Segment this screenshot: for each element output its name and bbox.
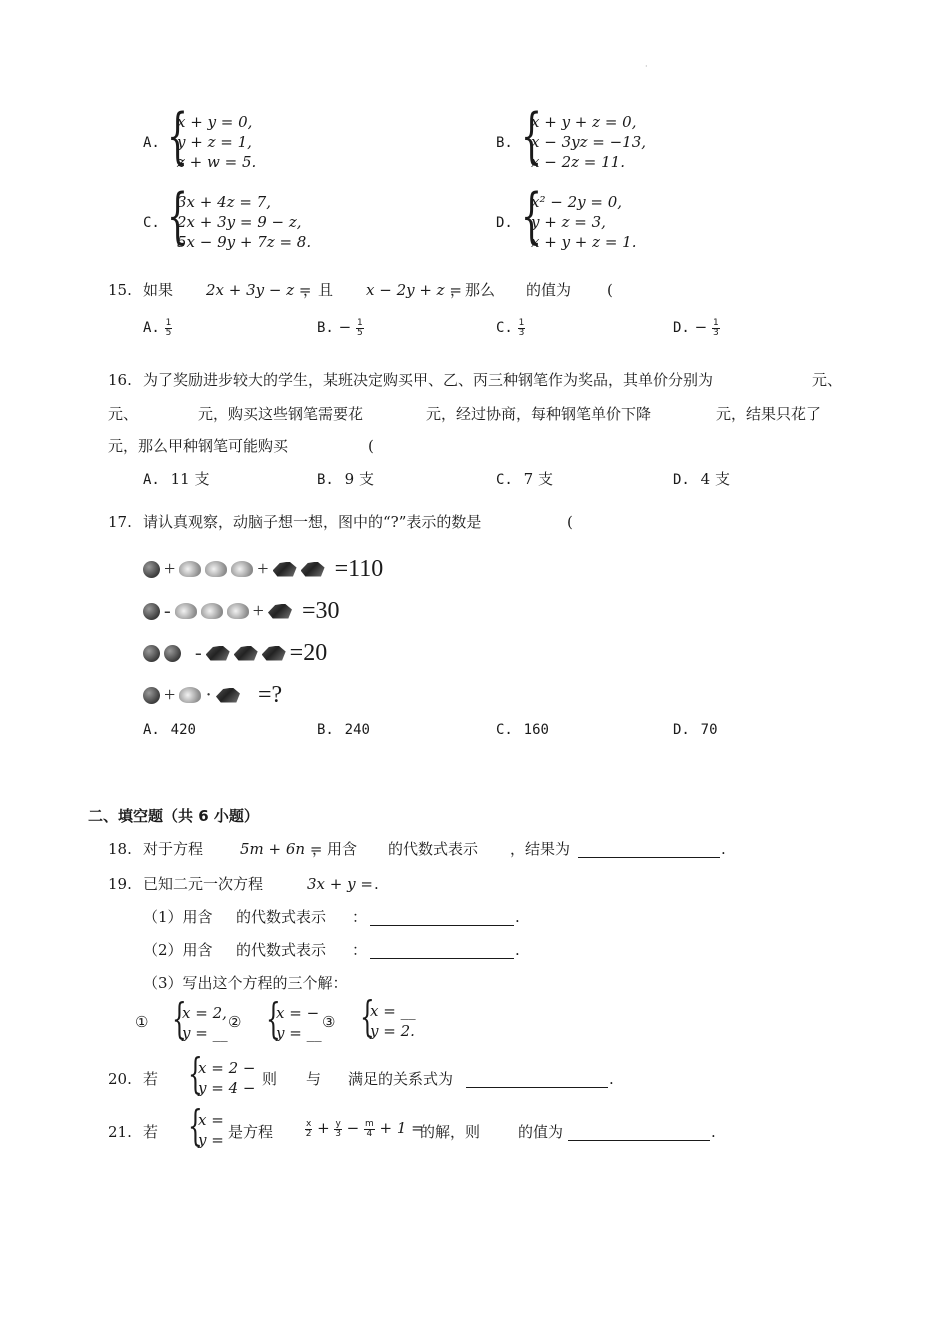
q15-option-b[interactable] [317,318,364,338]
q17-option-c-text: 160 [523,722,549,738]
q19-circle-1: ① [135,1013,149,1031]
q18-text-4: ，结果为 [510,840,571,858]
left-brace-icon: { [188,1049,203,1098]
q20-end: . [609,1070,614,1088]
q19-circle-2: ② [228,1013,242,1031]
q21-end: . [711,1123,716,1141]
q15-number: 15. [108,281,132,299]
q14-b-row-1: x + y + z = 0, [531,113,637,131]
q19-part-2-blank[interactable] [370,943,514,959]
q14-d-row-3: x + y + z = 1. [531,233,637,251]
puzzle-operator: + [257,557,269,580]
q15-option-b-sign: − [338,318,352,336]
puzzle-operator: + [164,557,176,580]
ball-icon [143,603,160,620]
left-brace-icon: { [360,992,375,1041]
ball-icon [143,687,160,704]
ball-icon [143,645,160,662]
q14-option-a-label: A. [143,135,160,151]
cloud-icon [205,561,227,577]
q20-number: 20. [108,1070,132,1088]
puzzle-operator: - [164,599,171,622]
q14-a-row-2: y + z = 1, [177,133,252,151]
q15-math-2: x − 2y + z = [366,281,462,299]
q14-b-row-2: x − 3yz = −13, [531,133,647,151]
q15-text-3: ，那么 [450,281,496,299]
puzzle-row-4 [143,680,282,710]
q17-number: 17. [108,513,132,531]
q15-option-c[interactable] [496,318,525,338]
puzzle-operator: · [205,683,212,706]
header-mark: · [645,62,648,71]
q14-d-row-1: x² − 2y = 0, [531,193,623,211]
q14-option-d-label: D. [496,215,513,231]
cloud-icon [201,603,223,619]
q18-answer-blank[interactable] [578,842,720,858]
q20-answer-blank[interactable] [466,1072,608,1088]
puzzle-operator: + [252,599,264,622]
q21-fraction-2: $\frac{y}{3}$ [335,1118,341,1139]
q17-option-b[interactable]: B. 240 [317,722,370,738]
q17-option-c[interactable]: C. 160 [496,722,549,738]
q16-line-1b: 元、 [812,371,843,389]
q17-option-a-text: 420 [170,722,196,738]
q21-text-4: 的值为 [518,1123,564,1141]
q20-text-3: 与 [306,1070,322,1088]
left-brace-icon: { [172,994,187,1043]
q18-text-3: 的代数式表示 [388,840,479,858]
q19-solution-1-row-2: y = __ [182,1024,228,1042]
ball-icon [164,645,181,662]
q15-paren: ( [607,281,613,299]
q17-text: 请认真观察，动脑子想一想，图中的“?”表示的数是 [143,513,482,531]
q16-option-c-text: 7 支 [523,470,553,488]
cloud-icon [227,603,249,619]
q19-part-3: （3）写出这个方程的三个解： [143,974,348,992]
fish-icon [262,646,286,661]
q17-option-d-text: 70 [700,722,718,738]
q19-part-2-end: . [515,941,520,959]
q20-text-2: 则 [262,1070,278,1088]
fish-icon [301,562,325,577]
q17-option-d[interactable]: D. 70 [673,722,718,738]
q19-part-2-b: 的代数式表示 [236,941,327,959]
q20-row-1: x = 2 − [198,1059,256,1077]
q15-option-a-label: A. [143,320,160,336]
fish-icon [273,562,297,577]
q15-option-c-fraction: $\frac{1}{3}$ [518,317,525,338]
q15-option-d-label: D. [673,320,690,336]
q19-part-1-b: 的代数式表示 [236,908,327,926]
q15-text-2: ，且 [303,281,334,299]
q20-text-1: 若 [143,1070,159,1088]
puzzle-result: =? [257,681,283,708]
q15-option-a-fraction: $\frac{1}{5}$ [165,317,172,338]
puzzle-row-1 [143,554,383,584]
ball-icon [143,561,160,578]
left-brace-icon: { [521,101,543,171]
q18-number: 18. [108,840,132,858]
puzzle-result: =30 [301,597,340,624]
q14-a-row-1: x + y = 0, [177,113,253,131]
q14-c-row-2: 2x + 3y = 9 − z, [177,213,302,231]
q19-end: . [374,875,379,893]
q21-fraction-1: $\frac{x}{2}$ [305,1118,312,1139]
left-brace-icon: { [167,101,189,171]
q20-row-2: y = 4 − [198,1079,256,1097]
left-brace-icon: { [266,994,281,1043]
q16-option-d-text: 4 支 [700,470,730,488]
q16-option-b[interactable]: B. 9 支 [317,470,374,488]
q15-math-1: 2x + 3y − z = [206,281,312,299]
q14-option-c-label: C. [143,215,160,231]
q16-line-2a: 元、 [108,405,139,423]
q19-circle-3: ③ [322,1013,336,1031]
q19-part-1-a: （1）用含 [143,908,213,926]
q19-solution-3-row-2: y = 2. [370,1022,415,1040]
q19-part-1-blank[interactable] [370,910,514,926]
q21-fraction-3: $\frac{m}{4}$ [364,1118,374,1139]
q17-paren: ( [567,513,573,531]
left-brace-icon: { [167,181,189,251]
puzzle-result: =20 [289,639,328,666]
left-brace-icon: { [188,1101,203,1150]
fish-icon [216,688,240,703]
q21-answer-blank[interactable] [568,1125,710,1141]
q19-math-1: 3x + y = [307,875,373,893]
fish-icon [234,646,258,661]
q15-text-1: 如果 [143,281,174,299]
q16-option-d[interactable]: D. 4 支 [673,470,730,488]
q16-line-3a: 元，那么甲种钢笔可能购买 [108,437,289,455]
q19-solution-2-row-1: x = − [276,1004,320,1022]
q17-option-a[interactable]: A. 420 [143,722,196,738]
q16-line-2b: 元，购买这些钢笔需要花 [198,405,364,423]
q14-a-row-3: z + w = 5. [177,153,257,171]
q14-option-b-label: B. [496,135,513,151]
q21-text-3: 的解，则 [420,1123,481,1141]
q20-text-4: 满足的关系式为 [348,1070,454,1088]
q15-option-c-label: C. [496,320,513,336]
q21-row-1: x = [198,1111,224,1129]
left-brace-icon: { [521,181,543,251]
q15-option-b-fraction: $\frac{1}{5}$ [357,317,363,338]
section-2-title: 二、填空题（共 6 小题） [88,807,259,825]
q16-option-a-text: 11 支 [170,470,210,488]
q21-text-1: 若 [143,1123,159,1141]
q16-option-b-text: 9 支 [344,470,374,488]
q21-equation: $\frac{x}{2}$ + $\frac{y}{3}$ − $\frac{m}{4}$ + 1 = [305,1118,424,1139]
q19-part-1-end: . [515,908,520,926]
cloud-icon [231,561,253,577]
q14-c-row-3: 5x − 9y + 7z = 8. [177,233,312,251]
q18-end: . [721,840,726,858]
q17-option-b-text: 240 [344,722,370,738]
q16-line-2d: 元，结果只花了 [716,405,822,423]
q19-solution-2-row-2: y = __ [276,1024,322,1042]
q19-solution-3-row-1: x = __ [370,1002,416,1020]
q19-part-2-a: （2）用含 [143,941,213,959]
cloud-icon [179,561,201,577]
puzzle-row-3 [143,638,327,668]
q16-paren: ( [368,437,374,455]
q19-text-1: 已知二元一次方程 [143,875,264,893]
fish-icon [268,604,292,619]
q21-row-2: y = [198,1131,224,1149]
q15-text-4: 的值为 [526,281,572,299]
puzzle-result: =110 [334,555,384,582]
q21-text-2: 是方程 [228,1123,274,1141]
q15-option-a[interactable] [143,318,172,338]
q14-b-row-3: x − 2z = 11. [531,153,625,171]
puzzle-row-2 [143,596,340,626]
q16-option-c[interactable]: C. 7 支 [496,470,553,488]
q16-option-a[interactable]: A. 11 支 [143,470,210,488]
q15-option-d[interactable] [673,318,720,338]
q15-option-d-sign: − [694,318,708,336]
cloud-icon [175,603,197,619]
q21-number: 21. [108,1123,132,1141]
q19-part-2-c: ： [352,941,368,959]
q18-text-1: 对于方程 [143,840,204,858]
q18-text-2: ，用含 [312,840,358,858]
q19-number: 19. [108,875,132,893]
puzzle-operator: - [195,641,202,664]
puzzle-operator: + [164,683,176,706]
cloud-icon [179,687,201,703]
q15-option-d-fraction: $\frac{1}{3}$ [713,317,719,338]
q19-solution-1-row-1: x = 2, [182,1004,227,1022]
q16-line-2c: 元，经过协商，每种钢笔单价下降 [426,405,652,423]
q14-d-row-2: y + z = 3, [531,213,606,231]
q14-c-row-1: 3x + 4z = 7, [177,193,271,211]
q16-number: 16. [108,371,132,389]
q19-part-1-c: ： [352,908,368,926]
q15-option-b-label: B. [317,320,334,336]
q18-math-1: 5m + 6n = [240,840,323,858]
q16-line-1a: 为了奖励进步较大的学生，某班决定购买甲、乙、丙三种钢笔作为奖品，其单价分别为 [143,371,714,389]
fish-icon [206,646,230,661]
